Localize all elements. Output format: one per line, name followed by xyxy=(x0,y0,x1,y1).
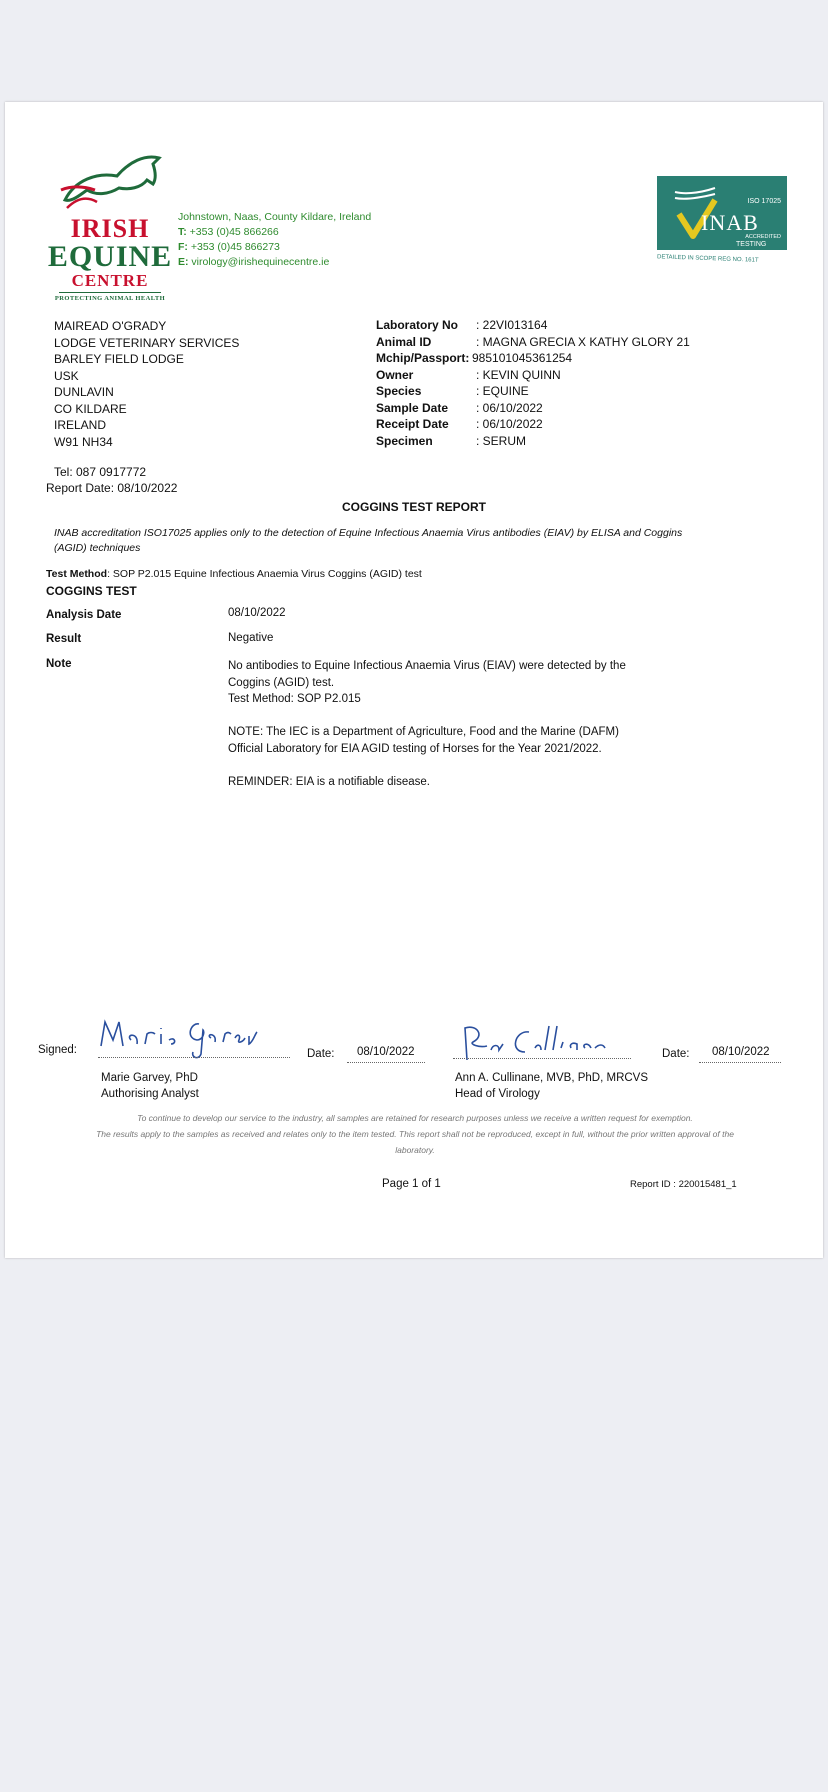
inab-scope-label: DETAILED IN SCOPE REG NO. 161T xyxy=(656,254,759,264)
contact-phone: T: +353 (0)45 866266 xyxy=(178,226,279,238)
inab-testing-label: TESTING xyxy=(731,240,771,249)
animal-id-label: Animal ID xyxy=(376,334,432,349)
address-line: DUNLAVIN xyxy=(54,385,114,399)
logo-line-centre: CENTRE xyxy=(71,271,149,290)
recipient-address xyxy=(54,318,354,450)
signed-label: Signed: xyxy=(38,1044,78,1056)
section-heading: COGGINS TEST xyxy=(46,584,137,598)
specimen-value: : SERUM xyxy=(476,433,527,448)
contact-block xyxy=(178,210,438,270)
note-paragraph: NOTE: The IEC is a Department of Agriculture, Food and the Marine (DAFM) Official Laboratory for EIA AGID testing of Horses for the Year 2021/2022. xyxy=(228,726,619,755)
page-number: Page 1 of 1 xyxy=(382,1178,441,1190)
signature-2-date-label: Date: xyxy=(662,1048,690,1060)
logo-line-equine: EQUINE xyxy=(47,240,173,273)
report-id: Report ID : 220015481_1 xyxy=(630,1179,737,1190)
retention-note: To continue to develop our service to the industry, all samples are retained for research purposes unless we receive a written request for exemption. xyxy=(137,1113,693,1123)
lab-no-label: Laboratory No xyxy=(376,318,459,332)
signature-2-date-line xyxy=(699,1062,781,1063)
inab-accredited-label: ACCREDITED xyxy=(745,234,781,240)
signature-1-date-label: Date: xyxy=(307,1048,335,1060)
address-line: USK xyxy=(54,368,79,383)
owner-value: : KEVIN QUINN xyxy=(476,367,561,382)
signature-1-date-line xyxy=(347,1062,425,1063)
irish-equine-centre-logo xyxy=(47,150,173,302)
address-line: BARLEY FIELD LODGE xyxy=(54,352,184,366)
result-value: Negative xyxy=(228,632,274,644)
accreditation-note: INAB accreditation ISO17025 applies only to the detection of Equine Infectious Anaemia Virus antibodies (EIAV) by ELISA and Coggins (AGID) techniques xyxy=(54,527,683,554)
analysis-date-label: Analysis Date xyxy=(46,609,122,621)
horse-logo-icon xyxy=(57,150,167,212)
sample-date-label: Sample Date xyxy=(376,400,449,415)
signatory-1-name: Marie Garvey, PhD xyxy=(101,1072,198,1084)
inab-accreditation-badge xyxy=(657,176,791,266)
inab-badge-box xyxy=(657,176,787,250)
address-line: MAIREAD O'GRADY xyxy=(54,319,167,333)
result-label: Result xyxy=(46,633,82,645)
signatory-2-role: Head of Virology xyxy=(455,1088,540,1100)
note-test-method: Test Method: SOP P2.015 xyxy=(228,693,361,705)
inab-iso-label: ISO 17025 xyxy=(747,198,781,205)
animal-id-value: : MAGNA GRECIA X KATHY GLORY 21 xyxy=(476,334,690,349)
note-label: Note xyxy=(46,658,72,670)
report-title: COGGINS TEST REPORT xyxy=(341,500,486,514)
logo-tagline: PROTECTING ANIMAL HEALTH xyxy=(54,295,166,302)
signature-1-line xyxy=(98,1057,290,1058)
signature-marie-garvey xyxy=(95,1014,265,1062)
logo-divider xyxy=(59,292,161,293)
signatory-1-role: Authorising Analyst xyxy=(101,1088,199,1100)
test-method xyxy=(46,568,422,580)
analysis-date-value: 08/10/2022 xyxy=(228,607,286,619)
species-label: Species xyxy=(376,384,422,398)
contact-address: Johnstown, Naas, County Kildare, Ireland xyxy=(178,211,372,223)
receipt-date-value: : 06/10/2022 xyxy=(476,417,543,431)
address-line: W91 NH34 xyxy=(54,434,113,449)
note-paragraph: No antibodies to Equine Infectious Anaemia Virus (EIAV) were detected by the Coggins (AGID) test. xyxy=(228,660,626,689)
contact-fax: F: +353 (0)45 866273 xyxy=(178,241,280,253)
disclaimer-note: The results apply to the samples as received and relates only to the item tested. This report shall not be reproduced, except in full, without the prior written approval of the laboratory. xyxy=(96,1129,734,1155)
species-value: : EQUINE xyxy=(476,384,529,398)
signature-2-date: 08/10/2022 xyxy=(712,1046,770,1058)
mchip-value: 985101045361254 xyxy=(472,351,573,365)
address-line: LODGE VETERINARY SERVICES xyxy=(54,335,240,350)
address-line: CO KILDARE xyxy=(54,401,127,416)
signatory-2-name: Ann A. Cullinane, MVB, PhD, MRCVS xyxy=(455,1072,649,1084)
specimen-label: Specimen xyxy=(376,433,433,448)
receipt-date-label: Receipt Date xyxy=(376,417,449,431)
report-date: Report Date: 08/10/2022 xyxy=(46,481,178,495)
signature-1-date: 08/10/2022 xyxy=(357,1046,415,1058)
lab-no-value: : 22VI013164 xyxy=(476,318,548,332)
address-line: IRELAND xyxy=(54,418,107,432)
logo-line-irish: IRISH xyxy=(70,214,150,243)
note-body xyxy=(228,658,648,790)
sample-date-value: : 06/10/2022 xyxy=(476,400,543,415)
contact-email: E: virology@irishequinecentre.ie xyxy=(178,256,330,268)
report-page xyxy=(5,102,823,1258)
owner-label: Owner xyxy=(376,367,414,382)
mchip-label: Mchip/Passport: xyxy=(376,351,470,365)
test-method-value: : SOP P2.015 Equine Infectious Anaemia Virus Coggins (AGID) test xyxy=(107,568,422,580)
test-method-label: Test Method xyxy=(46,568,108,580)
signature-2-line xyxy=(453,1058,631,1059)
inab-brand: INAB xyxy=(701,210,759,235)
recipient-tel: Tel: 087 0917772 xyxy=(54,465,147,479)
note-reminder: REMINDER: EIA is a notifiable disease. xyxy=(228,775,430,788)
